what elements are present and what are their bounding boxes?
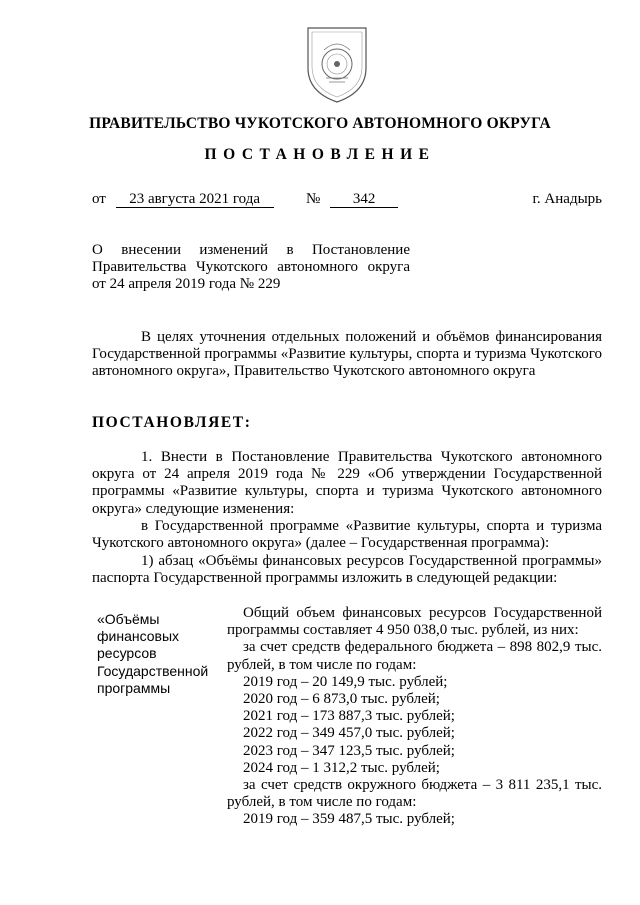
number-block [306, 191, 398, 208]
federal-year-row: 2019 год – 20 149,9 тыс. рублей; [243, 673, 448, 690]
from-label: от [92, 191, 106, 207]
federal-year-row: 2020 год – 6 873,0 тыс. рублей; [243, 691, 440, 708]
federal-year-row: 2024 год – 1 312,2 тыс. рублей; [243, 759, 440, 776]
subject-line: Правительства Чукотского автономного округа [92, 259, 410, 276]
federal-year-row: 2021 год – 173 887,3 тыс. рублей; [243, 708, 455, 725]
federal-budget: за счет средств федерального бюджета – 898 802,9 тыс. рублей, в том числе по годам: [227, 639, 602, 673]
subject-block [92, 242, 410, 294]
table-right-cell [227, 605, 602, 829]
preamble-paragraph: В целях уточнения отдельных положений и объёмов финансирования Государственной программы «Развитие культуры, спорта и туризма Чукотского автономного округа», Правительство Чукотского автономного округа [92, 329, 602, 380]
subject-line: от 24 апреля 2019 года № 229 [92, 276, 281, 293]
document-number: 342 [330, 192, 398, 208]
document-date: 23 августа 2021 года [116, 192, 274, 208]
table-left-line: финансовых [97, 628, 180, 645]
table-left-line: «Объёмы [97, 611, 160, 627]
coat-of-arms-emblem [302, 20, 372, 106]
financing-total: Общий объем финансовых ресурсов Государственной программы составляет 4 950 038,0 тыс. рублей, из них: [227, 605, 602, 639]
number-label: № [306, 191, 321, 207]
body-paragraph-1: 1. Внести в Постановление Правительства Чукотского автономного округа от 24 апреля 2019 года № 229 «Об утверждении Государственной программы «Развитие культуры, спорта и туризма Чукотского автономного округа» следующие изменения: [92, 449, 602, 517]
date-number-line [92, 191, 274, 208]
federal-year-row: 2022 год – 349 457,0 тыс. рублей; [243, 725, 455, 742]
district-year-row: 2019 год – 359 487,5 тыс. рублей; [243, 811, 455, 828]
table-left-line: ресурсов [97, 645, 157, 662]
table-left-line: программы [97, 679, 171, 696]
resolves-heading: ПОСТАНОВЛЯЕТ: [92, 414, 252, 431]
federal-year-row: 2023 год – 347 123,5 тыс. рублей; [243, 742, 455, 759]
district-budget: за счет средств окружного бюджета – 3 811 235,1 тыс. рублей, в том числе по годам: [227, 777, 602, 811]
body-paragraph-2: в Государственной программе «Развитие культуры, спорта и туризма Чукотского автономного округа» (далее – Государственная программа): [92, 518, 602, 552]
document-type-title: ПОСТАНОВЛЕНИЕ [204, 146, 436, 163]
subject-line: О внесении изменений в Постановление [92, 242, 410, 258]
body-paragraph-3: 1) абзац «Объёмы финансовых ресурсов Государственной программы» паспорта Государственной программы изложить в следующей редакции: [92, 553, 602, 587]
table-left-cell [97, 611, 222, 697]
table-left-line: Государственной [97, 662, 209, 679]
government-title: ПРАВИТЕЛЬСТВО ЧУКОТСКОГО АВТОНОМНОГО ОКРУГА [89, 115, 551, 132]
city: г. Анадырь [532, 191, 602, 207]
